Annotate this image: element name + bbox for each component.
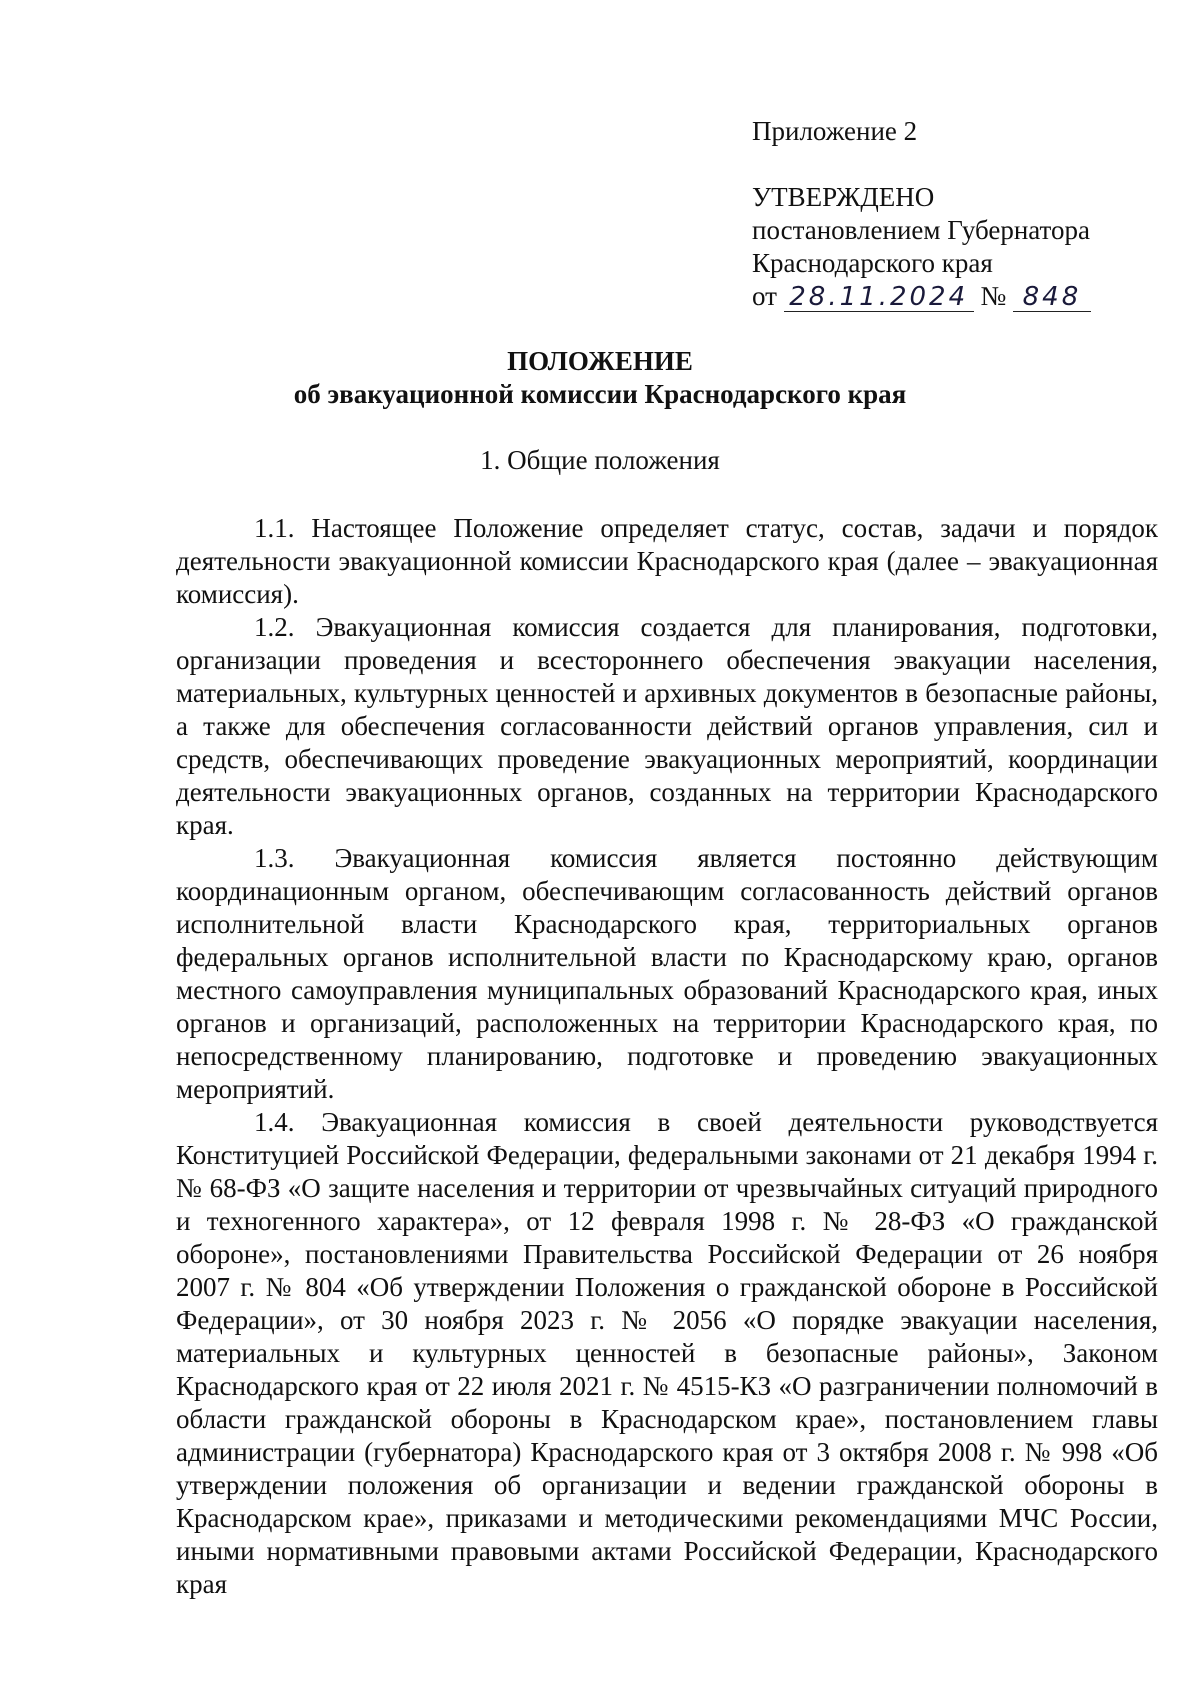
handwritten-date: 28.11.2024 — [784, 283, 974, 312]
approval-date-line — [752, 280, 1152, 313]
paragraph-1-2: 1.2. Эвакуационная комиссия создается для планирования, подготовки, организации проведения и всестороннего обеспечения эвакуации населения, материальных, культурных ценностей и архивных документов в безопасные районы, а также для обеспечения согласованности действий органов управления, сил и средств, обеспечивающих проведение эвакуационных мероприятий, координации деятельности эвакуационных органов, созданных на территории Краснодарского края. — [176, 612, 1158, 840]
paragraph-1-3: 1.3. Эвакуационная комиссия является постоянно действующим координационным органом, обеспечивающим согласованность действий органов исполнительной власти Краснодарского края, территориальных органов федеральных органов исполнительной власти по Краснодарскому краю, органов местного самоуправления муниципальных образований Краснодарского края, иных органов и организаций, расположенных на территории Краснодарского края, по непосредственному планированию, подготовке и проведению эвакуационных мероприятий. — [176, 843, 1158, 1104]
document-title: ПОЛОЖЕНИЕ — [507, 346, 693, 376]
paragraph-1-1: 1.1. Настоящее Положение определяет статус, состав, задачи и порядок деятельности эвакуационной комиссии Краснодарского края (далее – эвакуационная комиссия). — [176, 513, 1158, 609]
document-subtitle: об эвакуационной комиссии Краснодарского края — [293, 379, 907, 409]
section-body — [176, 512, 1158, 1601]
approval-block — [752, 115, 1152, 313]
paragraph-1-4: 1.4. Эвакуационная комиссия в своей деятельности руководствуется Конституцией Российской Федерации, федеральными законами от 21 декабря 1994 г. № 68-ФЗ «О защите населения и территории от чрезвычайных ситуаций природного и техногенного характера», от 12 февраля 1998 г. № 28-ФЗ «О гражданской обороне», постановлениями Правительства Российской Федерации от 26 ноября 2007 г. № 804 «Об утверждении Положения о гражданской обороне в Российской Федерации», от 30 ноября 2023 г. № 2056 «О порядке эвакуации населения, материальных и культурных ценностей в безопасные районы», Законом Краснодарского края от 22 июля 2021 г. № 4515-КЗ «О разграничении полномочий в области гражданской обороны в Краснодарском крае», постановлением главы администрации (губернатора) Краснодарского края от 3 октября 2008 г. № 998 «Об утверждении положения об организации и ведении гражданской обороны в Краснодарском крае», приказами и методическими рекомендациями МЧС России, иными нормативными правовыми актами Российской Федерации, Краснодарского края — [176, 1107, 1158, 1599]
approval-line-2: Краснодарского края — [752, 248, 993, 278]
handwritten-number: 848 — [1013, 283, 1091, 312]
section-title: 1. Общие положения — [480, 445, 720, 475]
approval-line-1: постановлением Губернатора — [752, 215, 1090, 245]
appendix-label: Приложение 2 — [752, 116, 918, 146]
date-prefix: от — [752, 281, 777, 311]
number-prefix: № — [980, 281, 1007, 311]
approved-label: УТВЕРЖДЕНО — [752, 182, 935, 212]
